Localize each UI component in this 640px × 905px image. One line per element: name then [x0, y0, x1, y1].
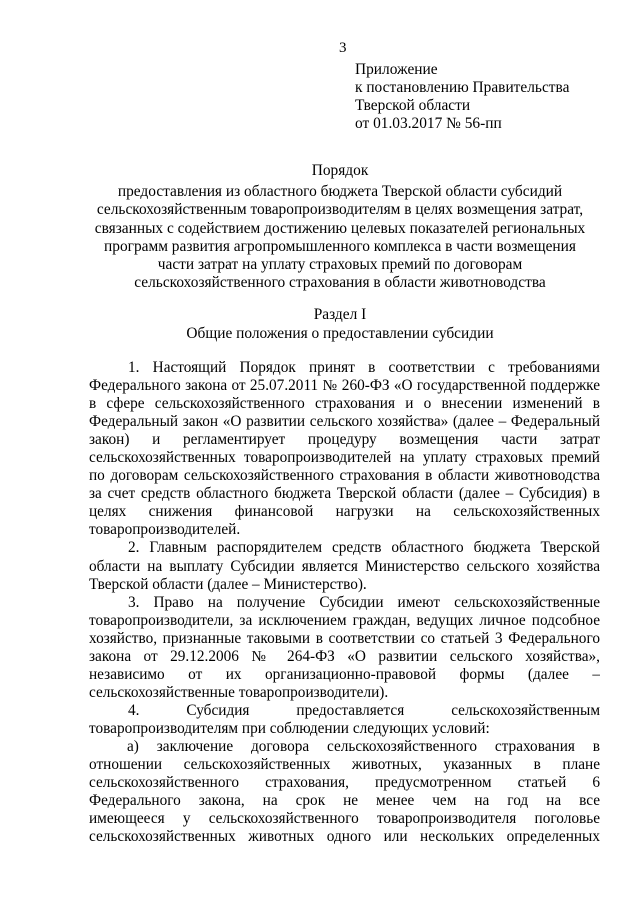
- paragraph-line: 2. Главным распорядителем средств областного бюджета Тверской: [128, 539, 600, 557]
- paragraph-line: товаропроизводителям при соблюдении следующих условий:: [89, 719, 490, 737]
- appendix-line: Тверской области: [355, 97, 471, 114]
- paragraph-line: товаропроизводителей.: [89, 521, 241, 539]
- paragraph-line: отношении сельскохозяйственных животных, указанных в плане: [89, 756, 600, 774]
- page-number: 3: [339, 40, 347, 56]
- paragraph-line: а) заключение договора сельскохозяйственного страхования в: [127, 737, 600, 755]
- appendix-line: к постановлению Правительства: [355, 79, 570, 96]
- section-heading: [80, 305, 600, 343]
- paragraph-line: закона от 29.12.2006 № 264-ФЗ «О развитии сельского хозяйства»,: [89, 647, 600, 665]
- paragraph-line: Федеральный закон «О развитии сельского хозяйства» (далее – Федеральный: [89, 413, 600, 431]
- paragraph-line: товаропроизводители, за исключением граждан, ведущих личное подсобное: [89, 611, 600, 629]
- paragraph-line: целях снижения финансовой нагрузки на сельскохозяйственных: [89, 503, 600, 521]
- paragraph-line: по договорам сельскохозяйственного страхования в области животноводства: [89, 467, 600, 485]
- appendix-block: [355, 61, 569, 133]
- paragraph-line: сельскохозяйственных товаропроизводителей на уплату страховых премий: [89, 449, 600, 467]
- paragraph-line: в сфере сельскохозяйственного страхования и о внесении изменений в: [89, 395, 600, 413]
- section-number: Раздел I: [313, 306, 367, 323]
- paragraph-line: Федерального закона, на срок не менее чем на год на все: [89, 792, 600, 810]
- section-title: Общие положения о предоставлении субсидии: [186, 325, 494, 342]
- document-title: [80, 162, 600, 292]
- document-body: [89, 359, 600, 846]
- paragraph-line: за счет средств областного бюджета Тверской области (далее – Субсидия) в: [89, 485, 600, 503]
- paragraph-line: сельскохозяйственного страхования, предусмотренном статьей 6: [89, 774, 600, 792]
- paragraph-line: 4. Субсидия предоставляется сельскохозяйственным: [128, 701, 600, 719]
- paragraph-line: Федерального закона от 25.07.2011 № 260-ФЗ «О государственной поддержке: [89, 377, 600, 395]
- appendix-line: от 01.03.2017 № 56-пп: [355, 115, 502, 132]
- paragraph-line: сельскохозяйственных животных одного или нескольких определенных: [89, 828, 600, 846]
- title-line: сельскохозяйственным товаропроизводителям в целях возмещения затрат,: [96, 201, 584, 219]
- paragraph-line: имеющееся у сельскохозяйственного товаропроизводителя поголовье: [89, 810, 600, 828]
- title-line: сельскохозяйственного страхования в области животноводства: [134, 274, 546, 292]
- title-heading: Порядок: [311, 162, 369, 179]
- title-line: части затрат на уплату страховых премий по договорам: [157, 256, 523, 274]
- title-line: связанных с содействием достижению целевых показателей региональных: [94, 219, 586, 237]
- paragraph-line: 3. Право на получение Субсидии имеют сельскохозяйственные: [128, 593, 600, 611]
- paragraph-line: сельскохозяйственные товаропроизводители).: [89, 683, 389, 701]
- paragraph-line: закон) и регламентирует процедуру возмещения части затрат: [89, 431, 600, 449]
- paragraph-line: области на выплату Субсидии является Министерство сельского хозяйства: [89, 557, 600, 575]
- paragraph-line: Тверской области (далее – Министерство).: [89, 575, 367, 593]
- paragraph-line: хозяйство, признанные таковыми в соответствии со статьей 3 Федерального: [89, 629, 600, 647]
- paragraph-line: независимо от их организационно-правовой формы (далее –: [89, 665, 600, 683]
- appendix-line: Приложение: [355, 61, 438, 78]
- paragraph-line: 1. Настоящий Порядок принят в соответствии с требованиями: [128, 359, 600, 376]
- title-line: предоставления из областного бюджета Тверской области субсидий: [117, 183, 563, 201]
- title-line: программ развития агропромышленного комплекса в части возмещения: [104, 237, 576, 255]
